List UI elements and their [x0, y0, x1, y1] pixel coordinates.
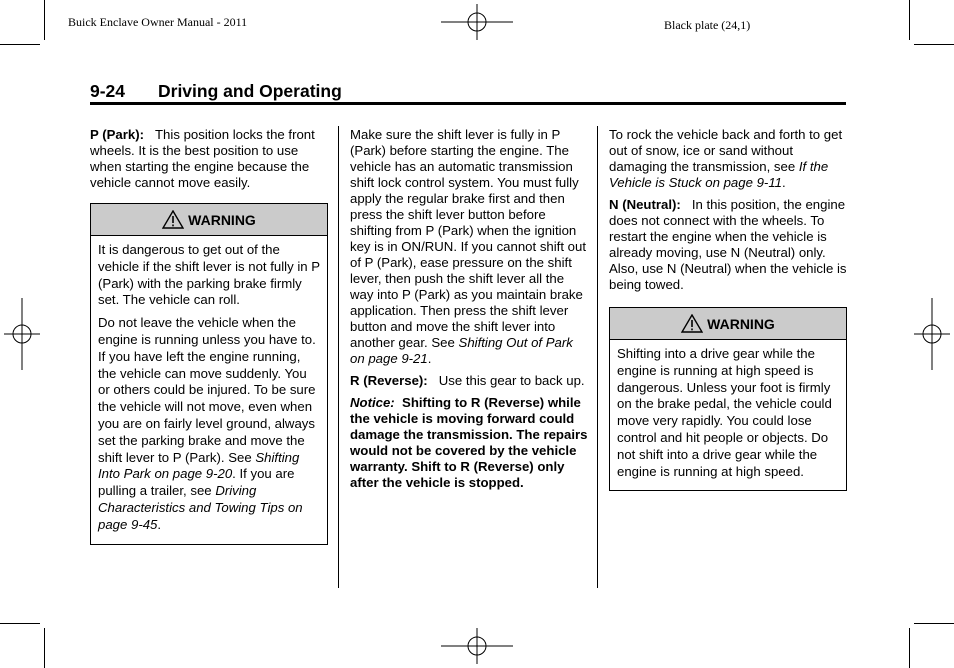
warning-title: WARNING	[707, 315, 775, 332]
warning-box	[609, 307, 847, 491]
crop-mark	[44, 628, 45, 668]
registration-mark-icon	[914, 298, 950, 370]
reverse-paragraph: R (Reverse): Use this gear to back up.	[350, 373, 585, 388]
cross-reference: If the Vehicle is Stuck on page 9-11	[609, 159, 829, 190]
column-3	[609, 127, 847, 491]
section-heading	[90, 81, 342, 102]
warning-body	[610, 340, 846, 490]
cross-reference: Shifting Out of Park on page 9-21	[350, 335, 573, 366]
reverse-label: R (Reverse):	[350, 373, 428, 388]
column-divider	[597, 126, 598, 588]
neutral-paragraph: N (Neutral): In this position, the engine does not connect with the wheels. To restart the engine when the vehicle is already moving, use N (Neutral) only. Also, use N (Neutral) when the vehicle is being towed.	[609, 197, 847, 292]
neutral-label: N (Neutral):	[609, 197, 681, 212]
warning-body	[91, 236, 327, 544]
crop-mark	[909, 0, 910, 40]
warning-triangle-icon	[681, 314, 703, 333]
column-divider	[338, 126, 339, 588]
registration-mark-icon	[441, 628, 513, 664]
crop-mark	[0, 44, 40, 45]
running-header-title: Buick Enclave Owner Manual - 2011	[68, 15, 248, 29]
rocking-paragraph: To rock the vehicle back and forth to get out of snow, ice or sand without damaging the transmission, see If the Vehicle is Stuck on page 9-11.	[609, 127, 843, 190]
crop-mark	[0, 623, 40, 624]
column-2	[350, 127, 590, 497]
column-1	[90, 127, 328, 545]
running-header-plate: Black plate (24,1)	[664, 18, 751, 32]
warning-paragraph: Do not leave the vehicle when the engine is running unless you have to. If you have left the engine running, the vehicle can move suddenly. You or others could be injured. To be sure the vehicle will not move, even when you are on fairly level ground, always set the parking brake and move the shift lever to P (Park). See Shifting Into Park on page 9-20. If you are pulling a trailer, see Driving Characteristics and Towing Tips on page 9-45.	[98, 315, 316, 532]
crop-mark	[44, 0, 45, 40]
cross-reference: Shifting Into Park on page 9-20	[98, 449, 300, 482]
warning-header	[610, 308, 846, 340]
crop-mark	[909, 628, 910, 668]
notice-label: Notice:	[350, 395, 395, 410]
registration-mark-icon	[441, 4, 513, 40]
cross-reference: Driving Characteristics and Towing Tips on page 9-45	[98, 483, 303, 532]
crop-mark	[914, 623, 954, 624]
section-title: Driving and Operating	[158, 81, 342, 101]
warning-triangle-icon	[162, 210, 184, 229]
notice-paragraph: Notice: Shifting to R (Reverse) while the vehicle is moving forward could damage the transmission. The repairs would not be covered by the vehicle warranty. Shift to R (Reverse) only after the vehicle is stopped.	[350, 395, 588, 490]
warning-header	[91, 204, 327, 236]
warning-title: WARNING	[188, 211, 256, 228]
shift-lock-paragraph: Make sure the shift lever is fully in P (Park) before starting the engine. The vehicle has an automatic transmission shift lock control system. You must fully apply the regular brake first and then press the shift lever button before shifting from P (Park) when the ignition key is in ON/RUN. If you cannot shift out of P (Park), ease pressure on the shift lever, then push the shift lever all the way into P (Park) as you maintain brake application. Then press the shift lever button and move the shift lever into another gear. See Shifting Out of Park on page 9-21.	[350, 127, 587, 366]
park-label: P (Park):	[90, 127, 144, 142]
heading-rule	[90, 102, 846, 105]
registration-mark-icon	[4, 298, 40, 370]
crop-mark	[914, 44, 954, 45]
park-text: This position locks the front wheels. It is the best position to use when starting the engine because the vehicle cannot move easily.	[90, 127, 315, 190]
warning-paragraph: Shifting into a drive gear while the engine is running at high speed is dangerous. Unless your foot is firmly on the brake pedal, the vehicle could move very rapidly. You could lose control and hit people or objects. Do not shift into a drive gear while the engine is running at high speed.	[617, 346, 832, 479]
park-paragraph	[90, 127, 328, 191]
page-number: 9-24	[90, 81, 126, 101]
warning-paragraph: It is dangerous to get out of the vehicle if the shift lever is not fully in P (Park) with the parking brake firmly set. The vehicle can roll.	[98, 242, 320, 308]
warning-box	[90, 203, 328, 545]
